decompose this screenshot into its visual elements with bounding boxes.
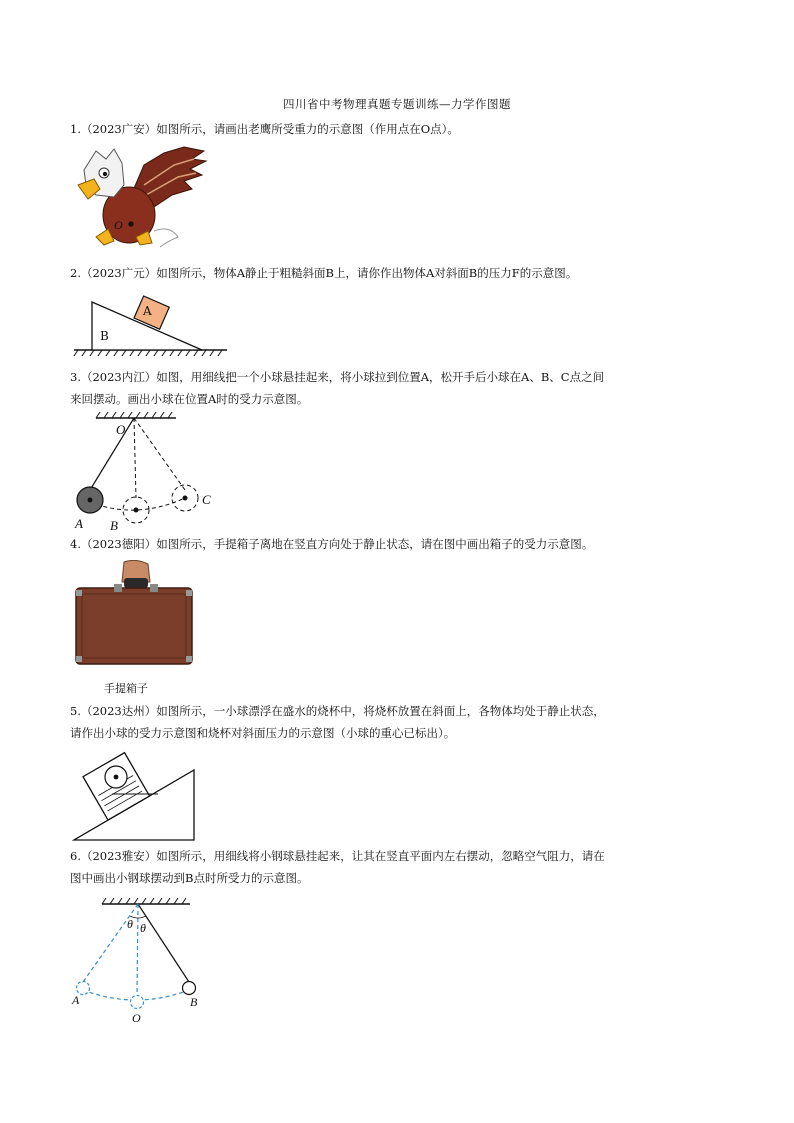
label-b: B bbox=[100, 329, 109, 343]
label-o: O bbox=[114, 218, 123, 232]
label-a: A bbox=[75, 516, 83, 531]
eagle-figure bbox=[74, 145, 214, 255]
incline-figure bbox=[72, 290, 232, 360]
label-a: A bbox=[72, 993, 80, 1007]
point-o-dot bbox=[128, 221, 133, 226]
steel-ball-pendulum-figure bbox=[66, 892, 216, 1024]
label-b: B bbox=[110, 518, 118, 533]
question-3-text-line1: 3.（2023内江）如图，用细线把一个小球悬挂起来，将小球拉到位置A，松开手后小球在A、B、C点之间 bbox=[70, 370, 605, 384]
question-1-text: 1.（2023广安）如图所示，请画出老鹰所受重力的示意图（作用点在O点）。 bbox=[70, 122, 459, 136]
pendulum-figure bbox=[68, 410, 228, 535]
suitcase-figure bbox=[74, 560, 198, 676]
question-6-text-line1: 6.（2023雅安）如图所示，用细线将小钢球悬挂起来，让其在竖直平面内左右摆动，忽略空气阻力，请在 bbox=[70, 849, 605, 863]
suitcase-caption: 手提箱子 bbox=[104, 682, 148, 695]
label-o: O bbox=[116, 422, 126, 437]
label-o: O bbox=[132, 1011, 141, 1024]
question-6-text-line2: 图中画出小钢球摆动到B点时所受力的示意图。 bbox=[70, 871, 309, 885]
beaker-incline-figure bbox=[72, 750, 202, 845]
page-title: 四川省中考物理真题专题训练—力学作图题 bbox=[283, 97, 511, 111]
question-2-text: 2.（2023广元）如图所示，物体A静止于粗糙斜面B上，请你作出物体A对斜面B的压力F的示意图。 bbox=[70, 266, 578, 280]
label-b: B bbox=[190, 995, 198, 1009]
question-4-text: 4.（2023德阳）如图所示，手提箱子离地在竖直方向处于静止状态，请在图中画出箱子的受力示意图。 bbox=[70, 537, 594, 551]
question-5-text-line2: 请作出小球的受力示意图和烧杯对斜面压力的示意图（小球的重心已标出）。 bbox=[70, 726, 456, 740]
question-3-text-line2: 来回摆动。画出小球在位置A时的受力示意图。 bbox=[70, 392, 309, 406]
label-theta-right: θ bbox=[140, 921, 146, 935]
question-5-text-line1: 5.（2023达州）如图所示，一小球漂浮在盛水的烧杯中，将烧杯放置在斜面上，各物体均处于静止状态， bbox=[70, 704, 605, 718]
label-theta-left: θ bbox=[127, 917, 133, 931]
label-a: A bbox=[143, 304, 152, 318]
label-c: C bbox=[202, 492, 211, 507]
